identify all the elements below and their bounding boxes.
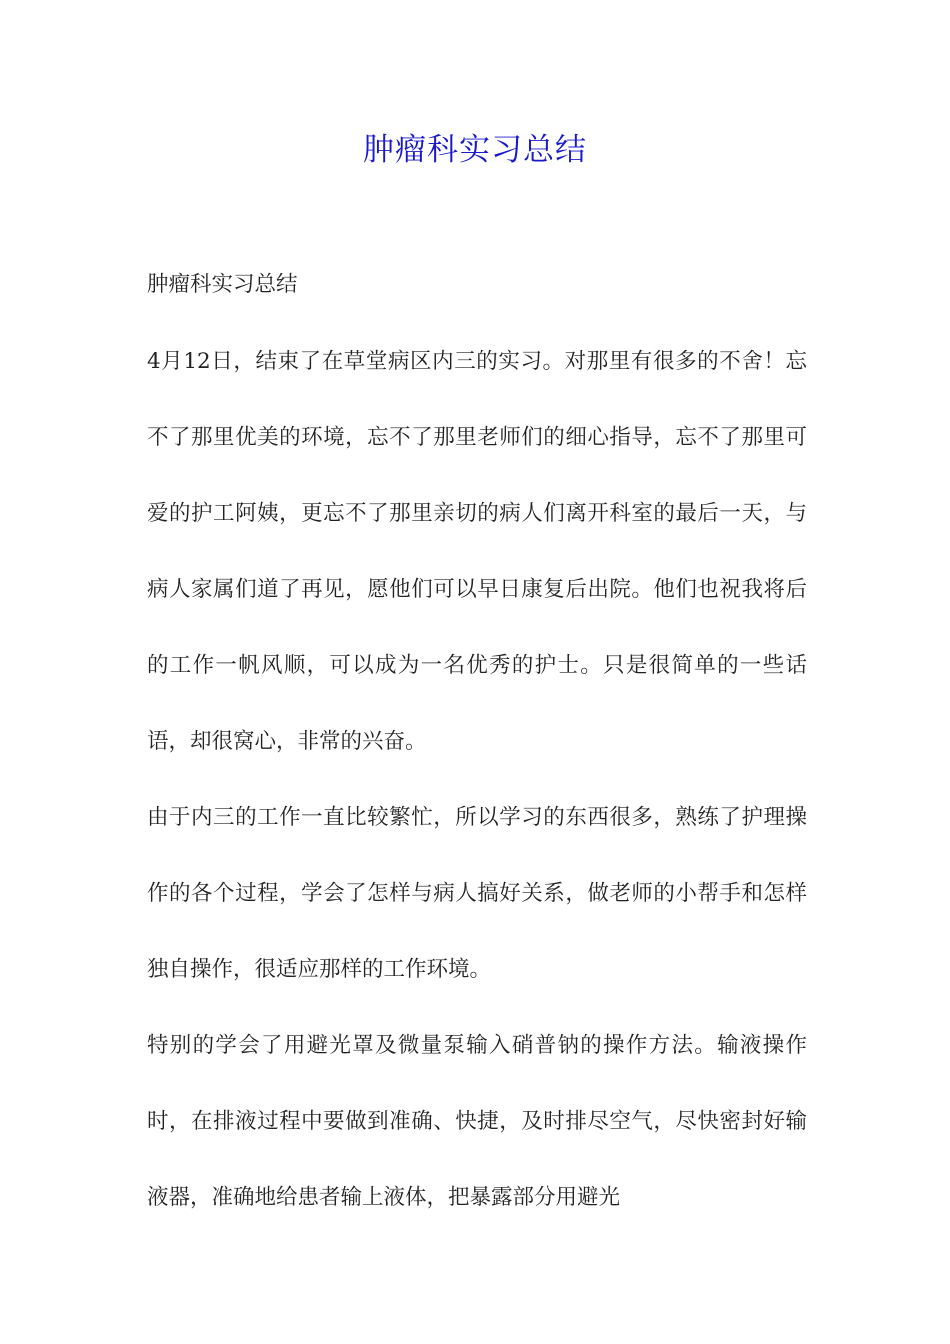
paragraph: 4月12日，结束了在草堂病区内三的实习。对那里有很多的不舍！忘不了那里优美的环境，忘不了那里老师们的细心指导，忘不了那里可爱的护工阿姨，更忘不了那里亲切的病人们离开科室的最后一天，与病人家属们道了再见，愿他们可以早日康复后出院。他们也祝我将后的工作一帆风顺，可以成为一名优秀的护士。只是很简单的一些话语，却很窝心，非常的兴奋。 [147, 349, 807, 754]
paragraph: 由于内三的工作一直比较繁忙，所以学习的东西很多，熟练了护理操作的各个过程，学会了怎样与病人搞好关系，做老师的小帮手和怎样独自操作，很适应那样的工作环境。 [147, 805, 807, 982]
paragraph: 特别的学会了用避光罩及微量泵输入硝普钠的操作方法。输液操作时，在排液过程中要做到准确、快捷，及时排尽空气，尽快密封好输液器，准确地给患者输上液体，把暴露部分用避光 [147, 1033, 807, 1210]
document-title: 肿瘤科实习总结 [363, 132, 587, 168]
document-subtitle: 肿瘤科实习总结 [147, 272, 298, 297]
